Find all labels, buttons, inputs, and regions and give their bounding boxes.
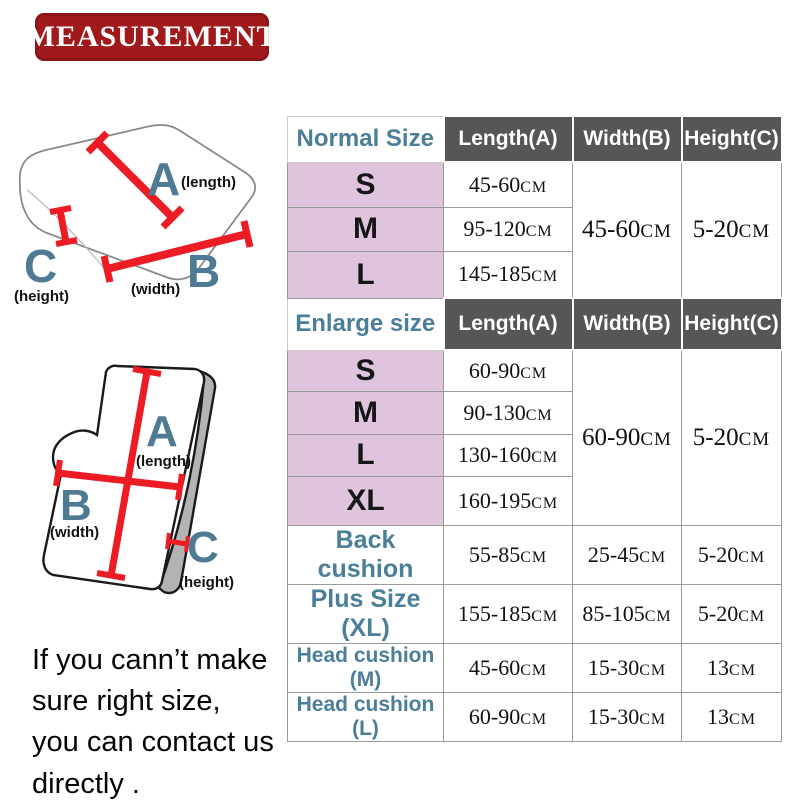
length-caption: (length) (181, 174, 236, 191)
back-cushion-row (288, 525, 782, 584)
col-header-width: Width(B) (573, 116, 682, 162)
col-header-length: Length(A) (444, 298, 573, 350)
size-label: L (288, 434, 444, 476)
row-label: Plus Size (XL) (288, 584, 444, 643)
seat-cushion-diagram (0, 110, 290, 320)
length-value: 130-160CM (444, 434, 573, 476)
size-table (287, 115, 783, 742)
width-value: 15-30CM (573, 643, 682, 692)
height-value-merged: 5-20CM (682, 162, 782, 298)
col-header-height: Height(C) (682, 298, 782, 350)
contact-note (32, 640, 274, 800)
width-caption: (width) (50, 524, 100, 541)
col-header-height: Height(C) (682, 116, 782, 162)
size-label: S (288, 162, 444, 207)
size-label: S (288, 350, 444, 391)
normal-size-header: Normal Size (288, 116, 444, 162)
length-value: 90-130CM (444, 391, 573, 434)
length-value: 60-90CM (444, 692, 573, 741)
width-value: 85-105CM (573, 584, 682, 643)
note-line: sure right size, (32, 685, 221, 718)
size-label: M (288, 391, 444, 434)
enlarge-row-s (288, 350, 782, 391)
col-header-width: Width(B) (573, 298, 682, 350)
enlarge-size-header: Enlarge size (288, 298, 444, 350)
head-cushion-l-row (288, 692, 782, 741)
length-value: 95-120CM (444, 207, 573, 251)
height-value: 13CM (682, 692, 782, 741)
length-caption: (length) (136, 453, 191, 470)
width-value: 15-30CM (573, 692, 682, 741)
note-line: If you cann’t make (32, 644, 268, 676)
height-value: 5-20CM (682, 525, 782, 584)
row-label: Head cushion (L) (288, 692, 444, 741)
row-label: Back cushion (288, 525, 444, 584)
note-line: you can contact us (32, 726, 274, 759)
height-value-merged: 5-20CM (682, 350, 782, 525)
height-caption: (height) (179, 574, 234, 591)
normal-row-s (288, 162, 782, 207)
title-banner (26, 13, 278, 61)
height-caption: (height) (14, 288, 69, 305)
length-letter: A (146, 407, 178, 456)
height-letter: C (24, 240, 58, 292)
size-label: L (288, 251, 444, 298)
height-value: 13CM (682, 643, 782, 692)
length-value: 55-85CM (444, 525, 573, 584)
width-letter: B (187, 245, 221, 297)
width-value-merged: 45-60CM (573, 162, 682, 298)
length-value: 145-185CM (444, 251, 573, 298)
head-cushion-m-row (288, 643, 782, 692)
lshape-cushion-diagram (0, 330, 290, 630)
width-value: 25-45CM (573, 525, 682, 584)
length-letter: A (147, 153, 181, 205)
height-value: 5-20CM (682, 584, 782, 643)
note-line: directly . (32, 767, 140, 800)
width-caption: (width) (131, 281, 181, 298)
length-value: 45-60CM (444, 162, 573, 207)
row-label: Head cushion (M) (288, 643, 444, 692)
height-letter: C (187, 523, 219, 572)
width-letter: B (60, 481, 92, 530)
length-value: 60-90CM (444, 350, 573, 391)
enlarge-header-row (288, 298, 782, 350)
page-title: MEASUREMENT (26, 20, 278, 53)
length-value: 45-60CM (444, 643, 573, 692)
width-value-merged: 60-90CM (573, 350, 682, 525)
length-value: 155-185CM (444, 584, 573, 643)
size-label: M (288, 207, 444, 251)
size-label: XL (288, 476, 444, 525)
col-header-length: Length(A) (444, 116, 573, 162)
normal-header-row (288, 116, 782, 162)
plus-size-row (288, 584, 782, 643)
length-value: 160-195CM (444, 476, 573, 525)
